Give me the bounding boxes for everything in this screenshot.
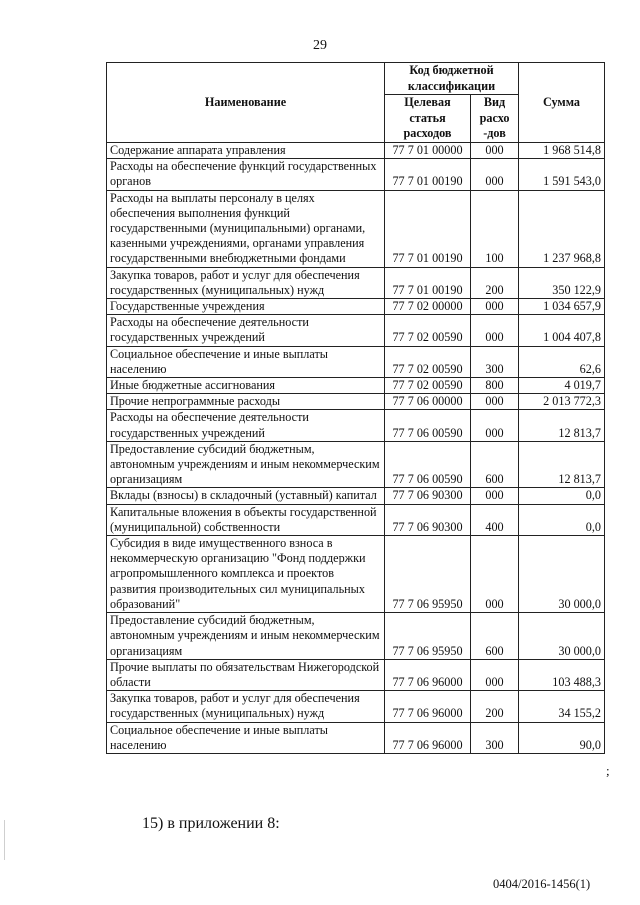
cell-vid: 000 [471,410,519,441]
cell-sum: 1 591 543,0 [519,159,605,190]
budget-table [106,62,605,754]
trailing-semicolon: ; [606,763,610,778]
cell-vid: 600 [471,613,519,660]
cell-vid: 200 [471,691,519,722]
cell-vid: 200 [471,267,519,298]
cell-sum: 0,0 [519,488,605,504]
cell-code: 77 7 06 00590 [385,441,471,488]
header-sum: Сумма [519,63,605,143]
cell-sum: 1 237 968,8 [519,190,605,267]
cell-vid: 000 [471,394,519,410]
cell-vid: 300 [471,346,519,377]
cell-vid: 000 [471,536,519,613]
cell-name: Содержание аппарата управления [107,143,385,159]
table-row [107,315,605,346]
cell-name: Вклады (взносы) в складочный (уставный) капитал [107,488,385,504]
cell-sum: 62,6 [519,346,605,377]
cell-code: 77 7 01 00000 [385,143,471,159]
cell-sum: 12 813,7 [519,441,605,488]
header-name: Наименование [107,63,385,143]
cell-code: 77 7 01 00190 [385,267,471,298]
table-row [107,488,605,504]
cell-code: 77 7 02 00000 [385,299,471,315]
cell-code: 77 7 02 00590 [385,378,471,394]
cell-vid: 000 [471,659,519,690]
cell-sum: 30 000,0 [519,536,605,613]
footer-document-code: 0404/2016-1456(1) [493,877,591,891]
cell-sum: 1 968 514,8 [519,143,605,159]
table-row [107,267,605,298]
table-row [107,722,605,753]
table-row [107,143,605,159]
cell-name: Закупка товаров, работ и услуг для обеспечения государственных (муниципальных) нужд [107,267,385,298]
header-code-group: Код бюджетной классификации [385,63,519,95]
table-row [107,346,605,377]
cell-sum: 350 122,9 [519,267,605,298]
cell-code: 77 7 01 00190 [385,190,471,267]
header-row [107,63,605,95]
cell-sum: 1 004 407,8 [519,315,605,346]
cell-code: 77 7 06 90300 [385,504,471,535]
cell-name: Капитальные вложения в объекты государственной (муниципальной) собственности [107,504,385,535]
cell-vid: 800 [471,378,519,394]
cell-name: Социальное обеспечение и иные выплаты населению [107,722,385,753]
table-row [107,659,605,690]
cell-sum: 90,0 [519,722,605,753]
cell-sum: 0,0 [519,504,605,535]
cell-name: Социальное обеспечение и иные выплаты населению [107,346,385,377]
section-heading: 15) в приложении 8: [142,815,280,832]
cell-name: Государственные учреждения [107,299,385,315]
cell-sum: 12 813,7 [519,410,605,441]
cell-code: 77 7 06 95950 [385,536,471,613]
cell-sum: 103 488,3 [519,659,605,690]
cell-code: 77 7 06 90300 [385,488,471,504]
cell-code: 77 7 02 00590 [385,315,471,346]
cell-name: Расходы на выплаты персоналу в целях обеспечения выполнения функций государственными (муниципальными) органами, казенными учреждениями, органами управления государственными внебюджетными фондами [107,190,385,267]
cell-code: 77 7 06 00000 [385,394,471,410]
cell-name: Расходы на обеспечение функций государственных органов [107,159,385,190]
cell-code: 77 7 06 96000 [385,691,471,722]
cell-code: 77 7 06 95950 [385,613,471,660]
cell-vid: 100 [471,190,519,267]
cell-code: 77 7 06 96000 [385,722,471,753]
table-row [107,504,605,535]
table-row [107,691,605,722]
table-row [107,394,605,410]
header-code: Целевая статья расходов [385,95,471,143]
page-number: 29 [313,38,327,53]
cell-name: Прочие непрограммные расходы [107,394,385,410]
cell-sum: 2 013 772,3 [519,394,605,410]
cell-vid: 400 [471,504,519,535]
cell-vid: 000 [471,488,519,504]
cell-name: Предоставление субсидий бюджетным, автономным учреждениям и иным некоммерческим организациям [107,613,385,660]
cell-sum: 1 034 657,9 [519,299,605,315]
cell-vid: 000 [471,299,519,315]
cell-sum: 34 155,2 [519,691,605,722]
cell-vid: 000 [471,159,519,190]
table-row [107,536,605,613]
cell-sum: 30 000,0 [519,613,605,660]
cell-name: Прочие выплаты по обязательствам Нижегородской области [107,659,385,690]
cell-name: Расходы на обеспечение деятельности государственных учреждений [107,315,385,346]
table-row [107,410,605,441]
cell-sum: 4 019,7 [519,378,605,394]
cell-name: Субсидия в виде имущественного взноса в некоммерческую организацию "Фонд поддержки агропромышленного комплекса и проектов развития производительных сил муниципальных образований" [107,536,385,613]
cell-code: 77 7 06 00590 [385,410,471,441]
table-row [107,159,605,190]
cell-vid: 000 [471,143,519,159]
cell-vid: 300 [471,722,519,753]
scan-edge-line [4,820,5,860]
header-vid: Вид расхо -дов [471,95,519,143]
cell-name: Предоставление субсидий бюджетным, автономным учреждениям и иным некоммерческим организациям [107,441,385,488]
cell-vid: 000 [471,315,519,346]
cell-code: 77 7 06 96000 [385,659,471,690]
table-row [107,613,605,660]
table-row [107,190,605,267]
table-row [107,299,605,315]
table-row [107,441,605,488]
cell-code: 77 7 01 00190 [385,159,471,190]
cell-name: Закупка товаров, работ и услуг для обеспечения государственных (муниципальных) нужд [107,691,385,722]
cell-name: Иные бюджетные ассигнования [107,378,385,394]
cell-name: Расходы на обеспечение деятельности государственных учреждений [107,410,385,441]
cell-code: 77 7 02 00590 [385,346,471,377]
table-row [107,378,605,394]
table-body [107,143,605,754]
cell-vid: 600 [471,441,519,488]
